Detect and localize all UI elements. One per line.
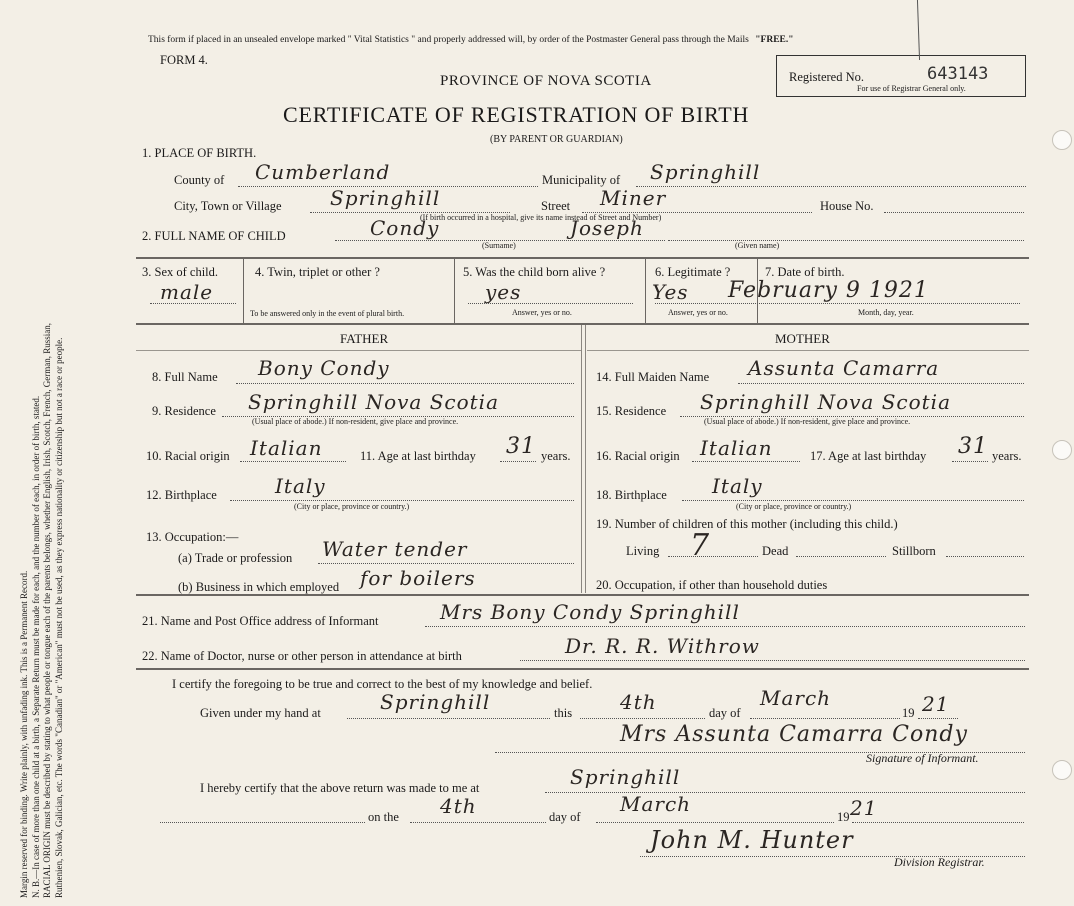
mother-age-line [952,461,988,462]
father-age-value: 31 [506,434,536,459]
father-birthplace-line [230,500,574,501]
document-subtitle: (BY PARENT OR GUARDIAN) [490,134,623,145]
stillborn-line [946,556,1024,557]
registrar-signature: John M. Hunter [650,826,854,854]
mother-residence-note: (Usual place of abode.) If non-resident, give place and province. [704,417,911,426]
legit-value: Yes [652,280,689,304]
hospital-note: (If birth occurred in a hospital, give its name instead of Street and Number) [420,213,662,222]
city-value: Springhill [330,186,441,210]
date-note: Month, day, year. [858,308,914,317]
child-surname-value: Condy [370,216,440,240]
reg-year-line [852,822,1024,823]
given-caption: (Given name) [735,241,780,250]
hereby-statement: I hereby certify that the above return was made to me at [200,781,480,795]
mother-birthplace-value: Italy [712,474,763,498]
mail-note-text: This form if placed in an unsealed envelope marked " Vital Statistics " and properly addressed will, by order of the Postmaster General pass through the Mails [148,35,749,45]
mother-birthplace-label: 18. Birthplace [596,488,667,502]
parents-column-divider-b [585,325,586,593]
father-residence-note: (Usual place of abode.) If non-resident, give place and province. [252,417,459,426]
father-birthplace-note: (City or place, province or country.) [294,502,410,511]
given-day-value: 4th [620,690,657,714]
mother-racial-label: 16. Racial origin [596,449,680,463]
father-birthplace-value: Italy [275,474,326,498]
mother-age-label: 17. Age at last birthday [810,449,927,463]
county-label: County of [174,173,225,187]
trade-value: Water tender [322,537,468,561]
reg-year-value: 21 [850,796,878,820]
alive-line [468,303,633,304]
margin-line-2: N. B.—In case of more than one child at a birth, a Separate Return must be made for each, and the number of each, in order of birth, stated. [30,395,41,898]
registered-number: 643143 [927,64,989,84]
doctor-line [520,660,1025,661]
mother-heading: MOTHER [775,331,830,346]
mother-age-value: 31 [958,434,988,459]
reg-month-value: March [620,792,692,816]
county-value: Cumberland [255,160,391,184]
informant-value: Mrs Bony Condy Springhill [440,600,740,624]
binding-hole-middle [1052,440,1072,460]
sex-value: male [160,280,214,304]
stillborn-label: Stillborn [892,544,936,558]
given-month-line [750,718,900,719]
house-number-label: House No. [820,199,874,213]
trade-line [318,563,574,564]
margin-line-3: RACIAL ORIGIN must be described by stating to what people or tongue each of the parents belongs, whether English, Irish, Scotch, French, German, Russian, [42,322,52,898]
box-divider-2 [454,259,455,323]
reg-year-prefix: 19 [837,810,850,824]
legit-note: Answer, yes or no. [668,308,728,317]
child-given-value: Joseph [570,216,644,240]
father-heading-rule [136,350,581,351]
mail-note [148,35,794,45]
doctor-value: Dr. R. R. Withrow [565,634,760,658]
doctor-label: 22. Name of Doctor, nurse or other person in attendance at birth [142,649,462,663]
child-name-label: 2. FULL NAME OF CHILD [142,229,286,243]
date-line [655,303,1020,304]
children-count-label: 19. Number of children of this mother (including this child.) [596,517,898,531]
informant-label: 21. Name and Post Office address of Informant [142,614,379,628]
registrar-caption: Division Registrar. [894,855,985,869]
reg-day-line [410,822,546,823]
mother-name-value: Assunta Camarra [748,356,940,380]
province-heading: PROVINCE OF NOVA SCOTIA [440,73,652,89]
reg-month-line [596,822,834,823]
trade-label: (a) Trade or profession [178,551,293,565]
given-year-value: 21 [922,692,950,716]
on-the-label: on the [368,810,399,824]
sex-line [150,303,236,304]
business-value: for boilers [360,566,476,590]
informant-signature: Mrs Assunta Camarra Condy [620,722,968,747]
house-number-line [884,212,1024,213]
place-heading: 1. PLACE OF BIRTH. [142,146,257,160]
dead-label: Dead [762,544,789,558]
registered-box [776,55,1026,97]
alive-note: Answer, yes or no. [512,308,572,317]
twin-note: To be answered only in the event of plural birth. [250,309,405,318]
on-the-leader-line [160,822,365,823]
reg-day-value: 4th [440,794,477,818]
divider-row-top [136,257,1029,259]
surname-caption: (Surname) [482,241,516,250]
mother-racial-line [692,461,800,462]
father-racial-line [240,461,346,462]
mother-name-line [738,383,1024,384]
date-label: 7. Date of birth. [765,265,845,279]
given-year-line [918,718,958,719]
father-heading: FATHER [340,331,389,346]
date-value: February 9 1921 [728,278,929,303]
given-month-value: March [760,686,832,710]
father-name-line [236,383,574,384]
signature-caption: Signature of Informant. [866,751,979,765]
mother-residence-label: 15. Residence [596,404,667,418]
municipality-value: Springhill [650,160,761,184]
father-residence-value: Springhill Nova Scotia [248,390,499,414]
mother-name-label: 14. Full Maiden Name [596,370,710,384]
mother-birthplace-note: (City or place, province or country.) [736,502,852,511]
municipality-line [636,186,1026,187]
given-day-of-label: day of [709,706,741,720]
form-number: FORM 4. [160,53,208,67]
mother-birthplace-line [682,500,1024,501]
father-residence-label: 9. Residence [152,404,216,418]
alive-value: yes [485,280,522,304]
document-title: CERTIFICATE OF REGISTRATION OF BIRTH [283,102,750,127]
given-line [668,240,1024,241]
mother-residence-value: Springhill Nova Scotia [700,390,951,414]
free-label: "FREE." [755,35,794,45]
father-occupation-label: 13. Occupation:— [146,530,239,544]
informant-line [425,626,1025,627]
father-racial-value: Italian [250,436,323,460]
sex-label: 3. Sex of child. [142,265,219,279]
ink-stroke [917,0,920,60]
street-label: Street [541,199,571,213]
city-label: City, Town or Village [174,199,282,213]
given-place-line [347,718,550,719]
margin-instructions [19,38,65,898]
divider-certification [136,668,1029,670]
margin-line-1: Margin reserved for binding. Write plainly, with unfading ink. This is a Permanent Record. [19,570,29,898]
father-years: years. [541,449,571,463]
registered-label: Registered No. [789,70,864,84]
mother-racial-value: Italian [700,436,773,460]
binding-hole-bottom [1052,760,1072,780]
father-age-line [500,461,536,462]
certify-statement: I certify the foregoing to be true and correct to the best of my knowledge and belief. [172,677,593,691]
father-birthplace-label: 12. Birthplace [146,488,217,502]
business-label: (b) Business in which employed [178,580,340,594]
dead-line [796,556,886,557]
box-divider-1 [243,259,244,323]
margin-line-4: Ruthenien, Slovak, Galician, etc. The words "Canadian" or "American" must not be used, as they express nationality or citizenship but not a race or people. [53,337,64,898]
twin-label: 4. Twin, triplet or other ? [255,265,380,279]
mother-occupation-label: 20. Occupation, if other than household duties [596,578,828,592]
given-day-line [580,718,705,719]
given-under-label: Given under my hand at [200,706,321,720]
father-name-label: 8. Full Name [152,370,218,384]
father-racial-label: 10. Racial origin [146,449,230,463]
hereby-place-value: Springhill [570,765,681,789]
mother-years: years. [992,449,1022,463]
given-year-prefix: 19 [902,706,915,720]
mother-heading-rule [587,350,1029,351]
divider-row-bottom [136,323,1029,325]
living-label: Living [626,544,660,558]
father-age-label: 11. Age at last birthday [360,449,476,463]
binding-hole-top [1052,130,1072,150]
alive-label: 5. Was the child born alive ? [463,265,606,279]
street-value: Miner [600,186,667,210]
hereby-place-line [545,792,1025,793]
living-value: 7 [690,528,711,563]
box-divider-3 [645,259,646,323]
reg-day-of-label: day of [549,810,581,824]
legit-label: 6. Legitimate ? [655,265,731,279]
living-line [668,556,758,557]
father-name-value: Bony Condy [258,356,390,380]
this-label: this [554,706,573,720]
parents-column-divider-a [581,325,582,593]
given-place-value: Springhill [380,690,491,714]
registrar-only-note: For use of Registrar General only. [857,84,966,93]
municipality-label: Municipality of [542,173,621,187]
